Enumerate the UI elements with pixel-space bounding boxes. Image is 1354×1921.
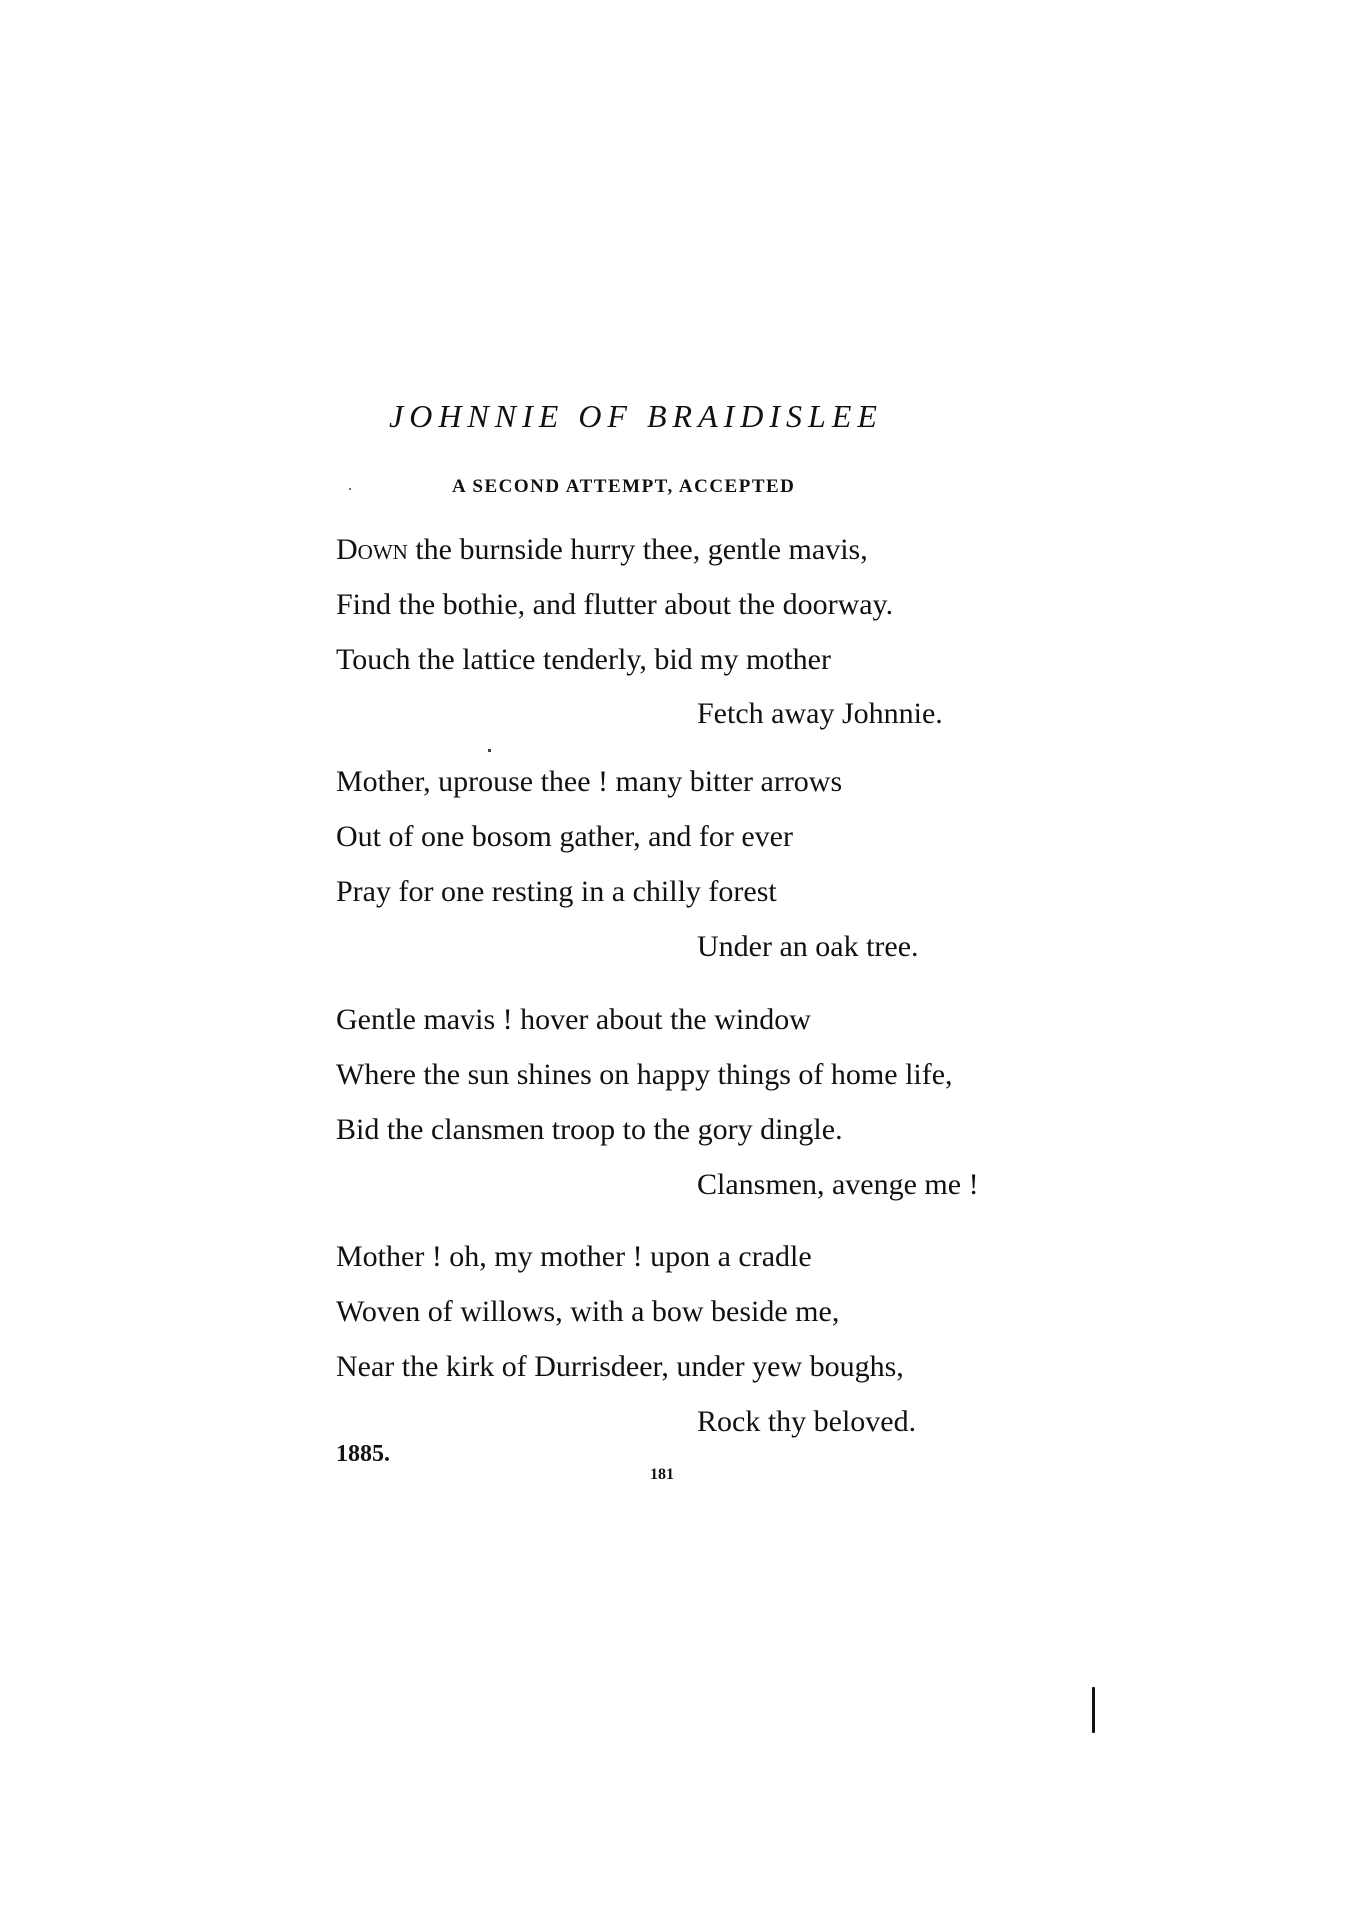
line-text: the burnside hurry thee, gentle mavis, <box>407 533 868 566</box>
speck-mark <box>488 749 491 752</box>
speck-mark <box>349 488 351 490</box>
page-number: 181 <box>650 1466 674 1483</box>
drop-word: Down <box>336 533 408 566</box>
stanza-4-line-2: Woven of willows, with a bow beside me, <box>336 1295 840 1328</box>
stanza-1-line-1 <box>336 533 868 567</box>
stanza-1-line-4: Fetch away Johnnie. <box>697 697 943 730</box>
stanza-2-line-2: Out of one bosom gather, and for ever <box>336 820 793 853</box>
stanza-3-line-2: Where the sun shines on happy things of home life, <box>336 1058 953 1091</box>
stanza-4-line-3: Near the kirk of Durrisdeer, under yew boughs, <box>336 1350 904 1383</box>
stanza-2-line-4: Under an oak tree. <box>697 930 919 963</box>
scan-margin-mark <box>1092 1687 1095 1733</box>
poem-title: JOHNNIE OF BRAIDISLEE <box>389 398 883 434</box>
stanza-4-line-1: Mother ! oh, my mother ! upon a cradle <box>336 1240 812 1273</box>
stanza-3-line-3: Bid the clansmen troop to the gory dingle. <box>336 1113 843 1146</box>
poem-subtitle: A SECOND ATTEMPT, ACCEPTED <box>452 476 796 497</box>
stanza-1-line-2: Find the bothie, and flutter about the doorway. <box>336 588 894 621</box>
stanza-4-line-4: Rock thy beloved. <box>697 1405 917 1438</box>
stanza-2-line-1: Mother, uprouse thee ! many bitter arrows <box>336 765 843 798</box>
stanza-3-line-1: Gentle mavis ! hover about the window <box>336 1003 811 1036</box>
poem-year: 1885. <box>336 1441 390 1467</box>
stanza-2-line-3: Pray for one resting in a chilly forest <box>336 875 777 908</box>
stanza-1-line-3: Touch the lattice tenderly, bid my mother <box>336 643 831 676</box>
stanza-3-line-4: Clansmen, avenge me ! <box>697 1168 979 1201</box>
